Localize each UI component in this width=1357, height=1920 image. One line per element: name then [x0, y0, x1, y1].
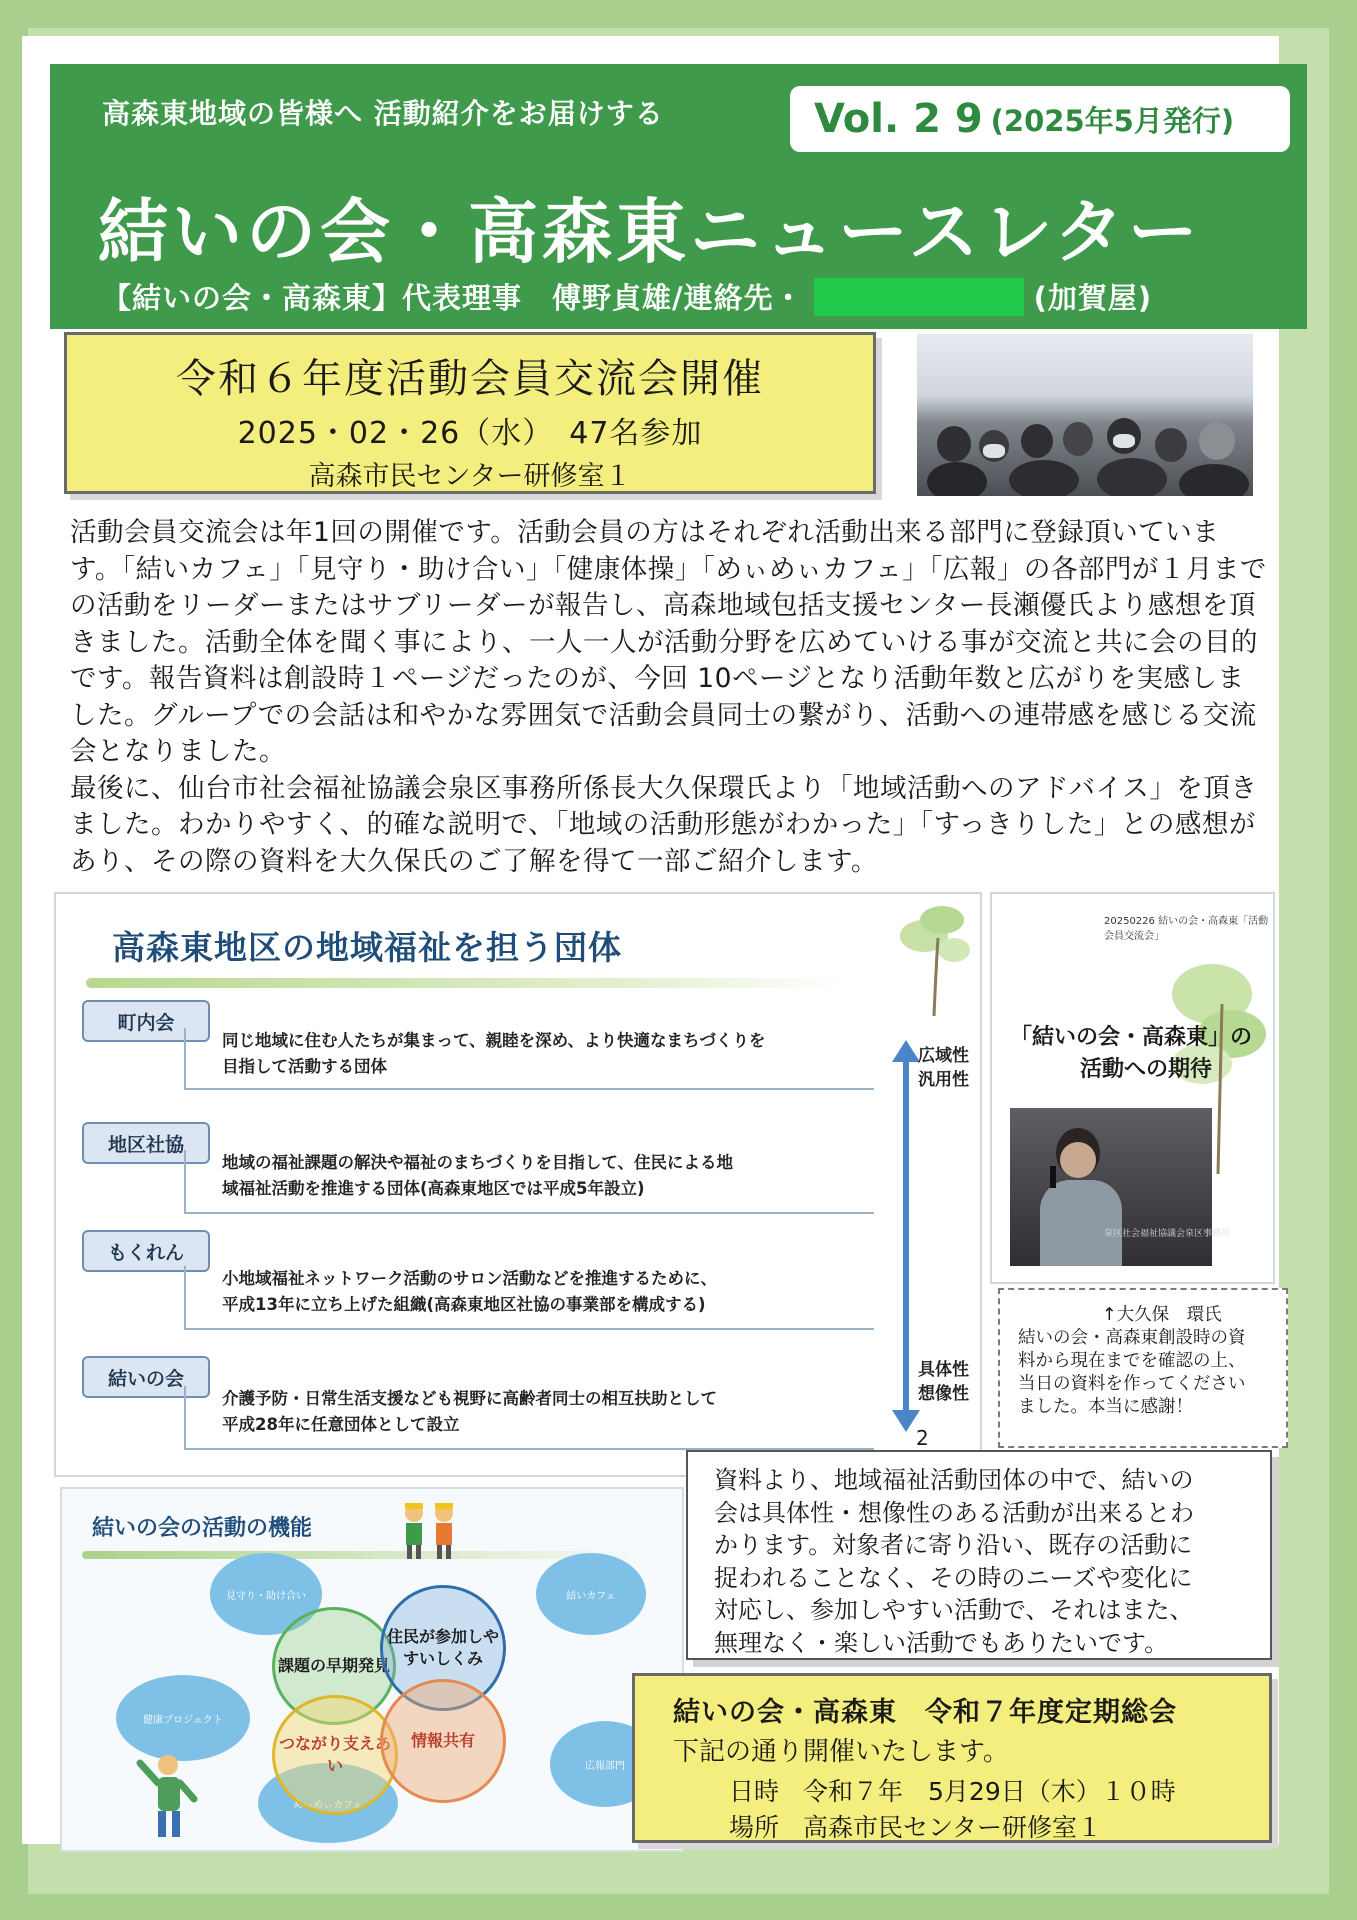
decorative-swoosh	[82, 1551, 642, 1559]
note-line: ました。本当に感謝！	[1018, 1397, 1193, 1417]
blob-yui-cafe: 結いカフェ	[536, 1553, 646, 1635]
event-headline-box	[64, 332, 876, 494]
slide-title: 高森東地区の地域福祉を担う団体	[112, 928, 622, 967]
axis-label-concrete: 具体性	[918, 1360, 969, 1380]
meeting-date-label: 日時	[729, 1777, 780, 1806]
note-line: 当日の資料を作ってください	[1018, 1374, 1246, 1394]
decorative-swoosh	[86, 978, 846, 988]
axis-bottom-labels	[918, 1358, 969, 1406]
slide-caption-top: 20250226 結いの会・高森東「活動会員交流会」	[1104, 916, 1269, 942]
summary-line: 無理なく・楽しい活動でもありたいです。	[714, 1628, 1169, 1657]
summary-line: 資料より、地域福祉活動団体の中で、結いの	[714, 1466, 1194, 1494]
venn-easy-participation: 住民が参加しやすいしくみ	[380, 1585, 506, 1711]
redacted-contact	[814, 278, 1024, 316]
blob-pr-section: 広報部門	[550, 1721, 660, 1807]
org-desc-mokuren	[184, 1266, 874, 1330]
meeting-photo	[917, 334, 1253, 496]
meeting-place-row	[673, 1808, 1269, 1844]
meeting-title: 結いの会・高森東 令和７年度定期総会	[673, 1697, 1177, 1728]
article-body	[70, 515, 1270, 880]
axis-label-imaginative: 想像性	[918, 1384, 969, 1404]
newsletter-title: 結いの会・高森東ニュースレター	[98, 191, 1202, 273]
volume-number: Vol. 2 9	[814, 96, 983, 142]
article-paragraph: 活動会員交流会は年1回の開催です。活動会員の方はそれぞれ活動出来る部門に登録頂いています。「結いカフェ」「見守り・助け合い」「健康体操」「めぃめぃカフェ」「広報」の各部門が１月までの活動をリーダーまたはサブリーダーが報告し、高森地域包括支援センター長瀬優氏より感想を頂きました。活動全体を聞く事により、一人一人が活動分野を広めていける事が交流と共に会の目的です。報告資料は創設時１ページだったのが、今回 10ページとなり活動年数と広がりを実感しました。グループでの会話は和やかな雰囲気で活動会員同士の繋がり、活動への連帯感を感じる交流会となりました。	[70, 517, 1267, 767]
org-label-mokuren: もくれん	[82, 1230, 210, 1272]
slide-photo-title-line: 活動への期待	[1080, 1057, 1213, 1082]
org-desc-line: 目指して活動する団体	[222, 1057, 387, 1076]
org-desc-line: 域福祉活動を推進する団体(高森東地区では平成5年設立)	[222, 1179, 645, 1198]
org-label-shakyo: 地区社協	[82, 1122, 210, 1164]
note-line: ↑大久保 環氏	[1102, 1305, 1222, 1325]
org-desc-line: 介護予防・日常生活支援なども視野に高齢者同士の相互扶助として	[222, 1389, 717, 1408]
slide-caption-bottom: 泉区社会福祉協議会泉区事務所	[1104, 1229, 1231, 1239]
note-line: 料から現在までを確認の上、	[1018, 1351, 1246, 1371]
blob-meimei-cafe: めぃめぃカフェ	[258, 1763, 398, 1843]
exercising-person-icon	[134, 1751, 204, 1841]
summary-line: 捉われることなく、その時のニーズや変化に	[714, 1563, 1193, 1592]
blob-watch-help: 見守り・助け合い	[210, 1553, 322, 1635]
walking-people-icon	[392, 1497, 472, 1567]
meeting-subtitle: 下記の通り開催いたします。	[673, 1737, 1009, 1767]
slide2-title: 結いの会の活動の機能	[92, 1516, 313, 1541]
venn-connection-support: つながり支えあい	[272, 1695, 398, 1815]
org-desc-line: 平成28年に任意団体として設立	[222, 1415, 460, 1434]
representative-line	[102, 276, 1152, 317]
venn-early-detection: 課題の早期発見	[272, 1607, 396, 1725]
representative-suffix: (加賀屋)	[1033, 281, 1153, 315]
venn-info-sharing: 情報共有	[380, 1679, 506, 1803]
representative-prefix: 【結いの会・高森東】代表理事 傅野貞雄/連絡先・	[102, 281, 804, 315]
volume-badge	[790, 86, 1290, 152]
header-tagline: 高森東地域の皆様へ 活動紹介をお届けする	[102, 97, 664, 130]
meeting-date-value: 令和７年 5月29日（木）１０時	[803, 1777, 1176, 1806]
event-date: 2025・02・26（水） 47名参加	[237, 416, 703, 451]
slide-photo-title	[1010, 1022, 1252, 1086]
summary-line: 会は具体性・想像性のある活動が出来るとわ	[714, 1498, 1194, 1527]
axis-label-general: 汎用性	[918, 1070, 969, 1090]
tree-icon	[894, 898, 974, 1018]
org-desc-line: 同じ地域に住む人たちが集まって、親睦を深め、より快適なまちづくりを	[222, 1031, 766, 1050]
org-desc-chonaikai	[184, 1028, 874, 1090]
event-place: 高森市民センター研修室１	[308, 461, 632, 492]
axis-top-labels	[918, 1044, 969, 1092]
article-paragraph: 最後に、仙台市社会福祉協議会泉区事務所係長大久保環氏より「地域活動へのアドバイス」を頂きました。わかりやすく、的確な説明で、「地域の活動形態がわかった」「すっきりした」との感想があり、その際の資料を大久保氏のご了解を得て一部ご紹介します。	[70, 772, 1258, 877]
meeting-date-row	[673, 1772, 1269, 1808]
general-meeting-notice	[632, 1673, 1272, 1843]
speaker-note	[998, 1288, 1288, 1448]
issue-date: (2025年5月発行)	[990, 103, 1235, 138]
org-desc-line: 小地域福祉ネットワーク活動のサロン活動などを推進するために、	[222, 1269, 717, 1288]
slide-page-number: 2	[916, 1426, 929, 1450]
org-desc-shakyo	[184, 1150, 874, 1214]
slide-photo-title-line: 「結いの会・高森東」の	[1010, 1025, 1253, 1050]
org-desc-line: 平成13年に立ち上げた組織(高森東地区社協の事業部を構成する)	[222, 1295, 706, 1314]
newsletter-header	[50, 64, 1307, 329]
meeting-place-label: 場所	[729, 1813, 780, 1842]
event-title: 令和６年度活動会員交流会開催	[176, 356, 764, 402]
blob-health-project: 健康プロジェクト	[116, 1675, 250, 1761]
speaker-photo	[1010, 1108, 1212, 1266]
org-label-chonaikai: 町内会	[82, 1000, 210, 1042]
org-label-yuinokai: 結いの会	[82, 1356, 210, 1398]
welfare-organizations-slide	[54, 892, 982, 1477]
summary-line: 対応し、参加しやすい活動で、それはまた、	[714, 1596, 1194, 1624]
summary-line: かります。対象者に寄り沿い、既存の活動に	[714, 1531, 1193, 1559]
axis-label-wide: 広域性	[918, 1046, 969, 1066]
org-desc-yuinokai	[184, 1386, 874, 1450]
summary-box	[686, 1450, 1272, 1660]
meeting-place-value: 高森市民センター研修室１	[803, 1813, 1103, 1842]
speaker-slide-photo	[990, 892, 1275, 1284]
activity-functions-slide	[60, 1487, 684, 1852]
org-desc-line: 地域の福祉課題の解決や福祉のまちづくりを目指して、住民による地	[222, 1153, 734, 1172]
note-line: 結いの会・高森東創設時の資	[1018, 1328, 1246, 1348]
